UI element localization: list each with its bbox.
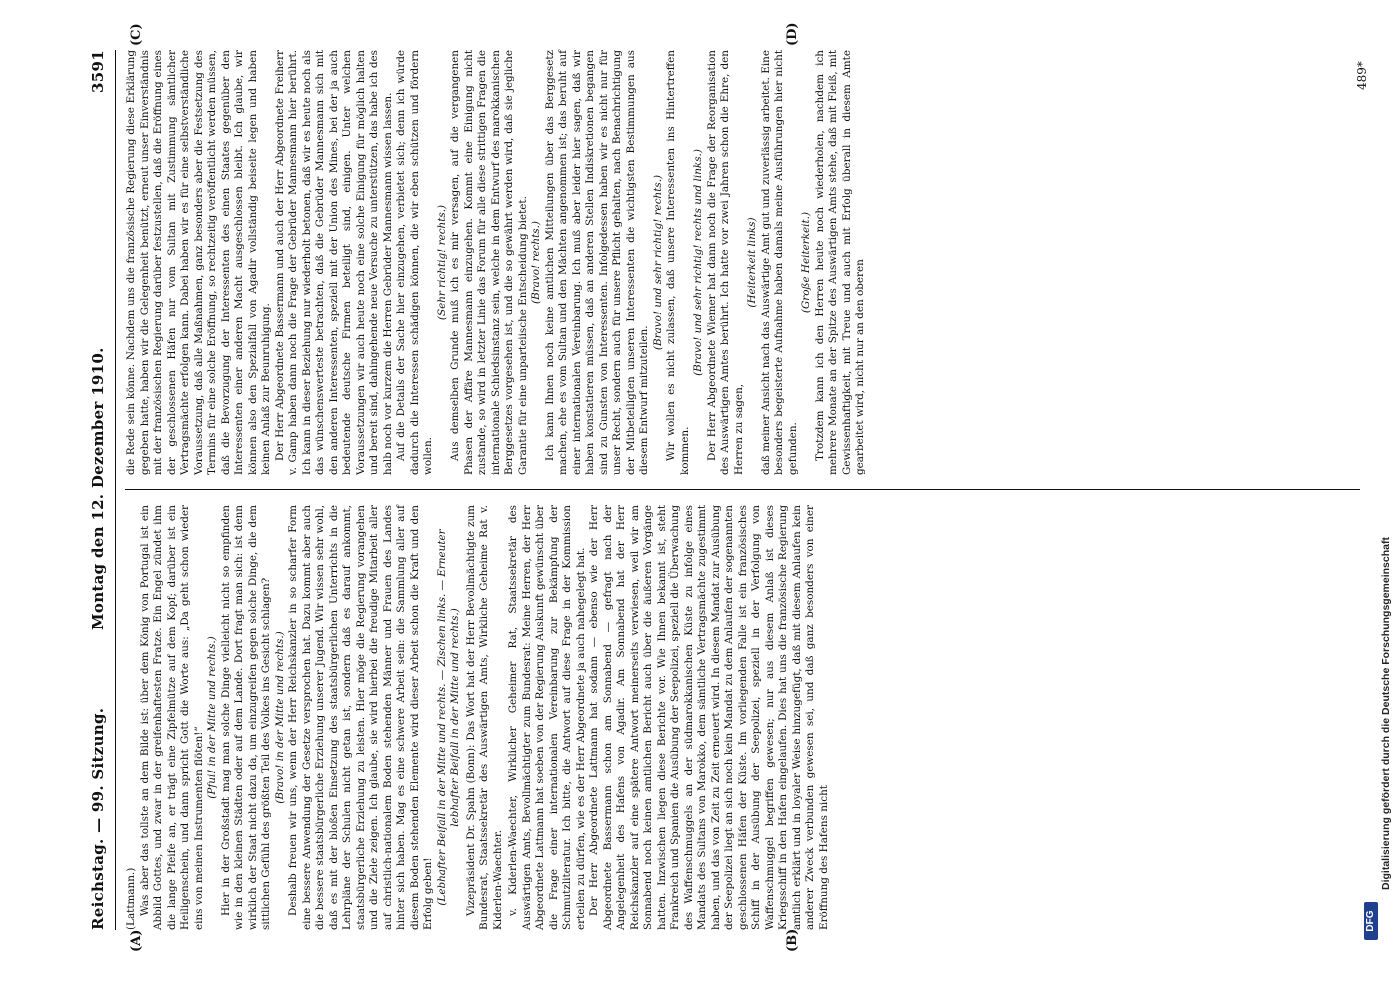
page-header — [85, 50, 116, 930]
interjection: (Pfui! in der Mitte und rechts.) — [206, 636, 218, 799]
column-divider — [125, 489, 1360, 490]
margin-label-d: (D) — [785, 22, 800, 46]
interjection: (Große Heiterkeit.) — [800, 211, 812, 314]
page-number: 3591 — [89, 50, 107, 93]
paragraph: Hier in der Großstadt mag man solche Dinge vielleicht nicht so empfinden wie in den kleinen Städten oder auf dem Lande. Dort fragt man sich: ist denn wirklich der Staat nicht dazu da, um einzugreifen gegen solche Dinge, die dem sittlichen Gefühl des größten Teil des Volkes ins Gesicht schlagen? — [219, 505, 272, 930]
paragraph: Trotzdem kann ich den Herren heute noch wiederholen, nachdem ich mehrere Monate an der Spitze des Auswärtigen Amts stehe, daß mit Fleiß, mit Gewissenhaftigkeit, mit Treue und auch mit Erfolg überall in diesem Amte gearbeitet wird, nicht nur an den oberen — [813, 50, 866, 475]
paragraph: Was aber das tollste an dem Bilde ist: über dem König von Portugal ist ein Abbild Gottes, und zwar in der greifenhaftesten Fratze. Ein Engel zündet ihm die lange Pfeife an, er trägt eine Zipfelmütze auf dem Kopf; darüber ist ein Heiligenschein, und dann spricht Gott die Worte aus: „Da geht schon wieder eins von meinen Instrumenten flöten!“ — [138, 505, 205, 930]
paragraph: Der Herr Abgeordnete Lattmann hat sodann — ebenso wie der Herr Abgeordnete Bassermann schon am Sonnabend — gefragt nach der Angelegenheit des Hafens von Agadir. Am Sonnabend hat der Herr Reichskanzler auf eine spätere Antwort meinerseits verwiesen, weil wir am Sonnabend noch keinen amtlichen Bericht auch über die äußeren Vorgänge hatten. Inzwischen liegen diese Berichte vor. Wie Ihnen bekannt ist, steht Frankreich und Spanien die Ausübung der Seepolizei, speziell die Überwachung des Waffenschmuggels an der südmarokkanischen Küste zu infolge eines Mandats des Sultans von Marokko, dem sämtliche Vertragsmächte zugestimmt haben, und das von Zeit zu Zeit erneuert wird. In diesem Mandat zur Ausübung der Seepolizei liegt an sich noch kein Mandat zu dem Anlaufen der sogenannten geschlossenen Häfen der Küste. Im vorliegenden Falle ist ein französisches Schiff in der Ausübung der Seepolizei, speziell in der Verfolgung von Waffenschmuggel begriffen gewesen; nur aus diesem Anlaß ist dieses Kriegsschiff in den Hafen eingelaufen. Dies hat uns die französische Regierung amtlich erklärt und in loyaler Weise hinzugefügt, daß mit diesem Anlaufen kein anderer Zweck verbunden gewesen sei, und daß ganz besonders von einer Eröffnung des Hafens nicht — [588, 505, 830, 930]
dfg-logo-text: DFG — [1365, 910, 1376, 932]
paragraph: Aus demselben Grunde muß ich es mir versagen, auf die vergangenen Phasen der Affäre Mannesmann einzugehen. Kommt eine Einigung nicht zustande, so wird in letzter Linie das Forum für alle diese strittigen Fragen die internationale Schiedsinstanz sein, welche in dem Entwurf des marokkanischen Berggesetzes vorgesehen ist, und die so gewährt werden wird, daß sie jegliche Garantie für eine unparteiische Entscheidung bietet. — [449, 50, 529, 475]
left-column — [125, 505, 1360, 930]
interjection: (Bravo! und sehr richtig! rechts und links.) — [692, 149, 704, 376]
interjection: (Bravo! in der Mitte und rechts.) — [273, 631, 286, 804]
margin-label-b: (B) — [785, 928, 800, 952]
rotated-document-page — [85, 22, 1369, 952]
paragraph: daß meiner Ansicht nach das Auswärtige Amt gut und zuverlässig arbeitet. Eine besonders begeisterte Aufnahme haben damals meine Ausführungen hier nicht gefunden. — [759, 50, 799, 475]
paragraph: Deshalb freuen wir uns, wenn der Herr Reichskanzler in so scharfer Form eine bessere Anwendung der Gesetze versprochen hat. Dazu kommt aber auch die bessere staatsbürgerliche Erziehung unserer Jugend. Wir wissen sehr wohl, daß es mit der bloßen Einsetzung des staatsbürgerlichen Unterrichts in die Lehrpläne der Schulen nicht getan ist, sondern daß es darauf ankommt, staatsbürgerliche Erziehung zu leisten. Hier möge die Regierung vorangehen und die Ziele zeigen. Ich glaube, sie wird hierbei die freudige Mitarbeit aller auf christlich-nationalem Boden stehenden Männer und Frauen des Landes hinter sich haben. Mag es eine schwere Arbeit sein: die Sammlung aller auf diesem Boden stehenden Elemente wird dieser Arbeit schon die Kraft und den Erfolg geben! — [287, 505, 434, 930]
interjection: (Bravo! und sehr richtig! rechts.) — [651, 174, 664, 351]
speaker-paragraph: v. Kiderlen-Waechter, Wirklicher Geheimer Rat, Staatssekretär des Auswärtigen Amts, Bevollmächtigter zum Bundesrat: Meine Herren, der Herr Abgeordnete Lattmann hat soeben von der Regierung Auskunft gewünscht über die Frage einer internationalen Vereinbarung zur Bekämpfung der Schmutzliteratur. Ich bitte, die Antwort auf diese Frage in der Kommission erteilen zu dürfen, wie es der Herr Abgeordnete ja auch nahegelegt hat. — [507, 505, 587, 930]
paragraph: Ich kann Ihnen noch keine amtlichen Mitteilungen über das Berggesetz machen, ehe es vom Sultan und den Mächten angenommen ist; das beruht auf einer internationalen Vereinbarung. Ich muß aber leider hier sagen, daß wir haben konstatieren müssen, daß an anderen Stellen Indiskretionen begangen sind zu Gunsten von Interessenten. Infolgedessen haben wir es nicht nur für unser Recht, sondern auch für unsere Pflicht gehalten, nach Benachrichtigung der Mitbeteiligten unseren Interessenten die wichtigsten Bestimmungen aus diesem Entwurf mitzuteilen. — [543, 50, 650, 475]
paragraph: Auf die Details der Sache hier einzugehen, verbietet sich; denn ich würde dadurch die Interessen schädigen können, die wir eben schützen und fördern wollen. — [395, 50, 434, 475]
right-column — [125, 50, 1360, 475]
paragraph: Der Herr Abgeordnete Wiemer hat dann noch die Frage der Reorganisation des Auswärtigen Amtes berührt. Ich hatte vor zwei Jahren schon die Ehre, den Herren zu sagen, — [705, 50, 745, 475]
speaker-continuation: (Lattmann.) — [125, 867, 137, 930]
digitization-credit — [1360, 10, 1392, 990]
paragraph: Der Herr Abgeordnete Bassermann und auch der Herr Abgeordnete Freiherr v. Gamp haben dann noch die Frage der Gebrüder Mannesmann hier berührt. Ich kann in dieser Beziehung nur wiederholt betonen, daß wir es heute noch als das wünschenswerteste betrachten, daß die Gebrüder Mannesmann sich mit den anderen Interessenten, speziell mit der Union des Mines, bei der ja auch bedeutende deutsche Firmen beteiligt sind, einigen. Unter welchen Voraussetzungen wir auch heute noch eine solche Einigung für möglich halten und bereit sind, dahingehende neue Versuche zu unterstützen, das habe ich des halb noch vor kurzem die Herren Gebrüder Mannesmann wissen lassen. — [273, 50, 394, 475]
dfg-logo — [1364, 902, 1378, 940]
margin-label-a: (A) — [129, 929, 144, 952]
header-date: Montag den 12. Dezember 1910. — [89, 347, 107, 630]
paragraph: die Rede sein könne. Nachdem uns die französische Regierung diese Erklärung gegeben hatte, haben wir die Gelegenheit benützt, erneut unser Einverständnis mit der französischen Regierung darüber festzustellen, daß die Eröffnung eines der geschlossenen Häfen nur vom Sultan mit Zustimmung sämtlicher Vertragsmächte erfolgen kann. Dabei haben wir es für eine selbstverständliche Voraussetzung, daß alle Maßnahmen, ganz besonders aber die Festsetzung des Termins für eine solche Eröffnung, so rechtzeitig veröffentlicht werden müssen, daß die Bevorzugung der Interessenten des einen Staates gegenüber den Interessenten einer anderen Macht ausgeschlossen bleibt. Ich glaube, wir können also den Spezialfall von Agadir vollständig beiseite legen und haben keinen Anlaß zur Beunruhigung. — [125, 50, 272, 475]
text-columns — [125, 50, 1360, 930]
interjection: (Sehr richtig! rechts.) — [435, 204, 448, 321]
credit-text: Digitalisierung gefördert durch die Deutsche Forschungsgemeinschaft — [1380, 537, 1392, 890]
speaker-paragraph: Vizepräsident Dr. Spahn (Bonn): Das Wort hat der Herr Bevollmächtigte zum Bundesrat, Staatssekretär des Auswärtigen Amts, Wirkliche Geheime Rat v. Kiderlen-Waechter. — [464, 505, 504, 930]
interjection: (Lebhafter Beifall in der Mitte und rechts. — Zischen links. — Erneuter lebhafter Beifall in der Mitte und rechts.) — [435, 529, 461, 906]
interjection: (Heiterkeit links) — [746, 217, 758, 308]
paragraph: Wir wollen es nicht zulassen, daß unsere Interessenten ins Hintertreffen kommen. — [665, 50, 691, 475]
interjection: (Bravo! rechts.) — [530, 221, 542, 304]
header-session: Reichstag. — 99. Sitzung. — [89, 707, 107, 930]
page-signature: 489* — [1355, 61, 1369, 90]
margin-label-c: (C) — [129, 23, 144, 46]
